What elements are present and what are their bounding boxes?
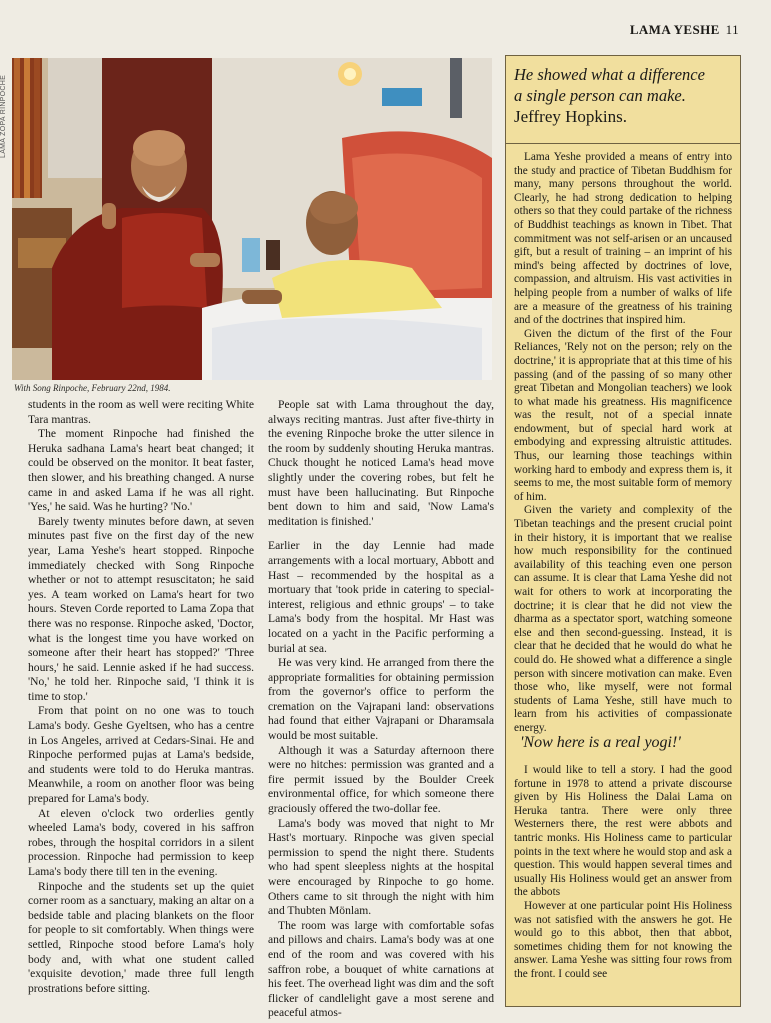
- sidebar-title-line-2: a single person can make.: [514, 86, 686, 105]
- sidebar-subheading: 'Now here is a real yogi!': [520, 734, 681, 751]
- column1-paragraph: Rinpoche and the students set up the quiet corner room as a sanctuary, making an altar on a bedside table and placing blankets on the floor for people to sit comfortably. When things were settled, Rinpoche stood before Lama's holy body and, with what one student called 'exquisite devotion,' made three full length prostrations before sitting.: [28, 879, 254, 995]
- photograph: [12, 58, 492, 380]
- sidebar-paragraph: Lama Yeshe provided a means of entry into the study and practice of Tibetan Buddhism for many, many persons throughout the world. Clearly, he had strong dedication to helping others so that they could partake of the richness of Buddhist teachings as known in Tibet. That commitment was not self-arisen or an uncaused gift, but a result of training – an imprint of his mind's being affected by doctrines of love, compassion, and altruism. His vast activities in helping people from a number of walks of life are a measure of the greatness of his training and of the doctrines that inspired him.: [514, 151, 732, 327]
- column1-paragraph: Barely twenty minutes before dawn, at seven minutes past five on the first day of the new year, Lama Yeshe's heart stopped. Rinpoche immediately checked with Song Rinpoche whether or not to attempt resuscitaton; he said yes. A team worked on Lama's heart for two hours. Steven Corde reported to Lama Zopa that there was no response. Rinpoche asked, 'Doctor, what is the longest time you have worked on someone after their heart has stopped?' 'Three hours,' he said. Lennie asked if he had success. 'No,' he told her. Rinpoche said, 'I think it is time to stop.': [28, 514, 254, 703]
- column2-paragraph: Earlier in the day Lennie had made arrangements with a local mortuary, Abbott and Hast – recommended by the hospital as a mortuary that 'took pride in catering to special-interest, religious and ethnic groups' – to take Lama's body from the hospital. Mr Hast was located on a yacht in the Pacific performing a burial at sea.: [268, 539, 494, 655]
- sidebar-body: [514, 151, 732, 736]
- photo-credit: LAMA ZOPA RINPOCHE: [0, 74, 7, 158]
- page-number: 11: [725, 22, 739, 37]
- column2-paragraph: He was very kind. He arranged from there the appropriate formalities for obtaining permission from the governor's office to perform the cremation on the Vajrapani land: observations had found that either Vajrapani or Dharamsala would be most suitable.: [268, 656, 494, 743]
- article-column-1: [28, 398, 254, 996]
- sidebar-author: Jeffrey Hopkins.: [514, 107, 627, 126]
- header-title: LAMA YESHE: [629, 22, 720, 37]
- sidebar-paragraph: Given the dictum of the first of the Four Reliances, 'Rely not on the person; rely on the doctrine,' it is appropriate that at this time of his passing (and of the passing of so many other great Tibetan and Mongolian teachers) we look to what made his greatness. His magnificence was the result, not of a special innate endowment, but of special hard work at embodying and expressing altruistic attitudes. Thus, our learning those teachings within working hard to embody and express them is, it seems to me, the most suitable form of memory of him.: [514, 327, 732, 503]
- sidebar-paragraph: Given the variety and complexity of the Tibetan teachings and the present crucial point in their history, it is important that we realise how much responsibility for the continued availability of this teaching even one person can assume. It is clear that Lama Yeshe did not wait for others to work at incorporating the doctrine; it is clear that he did not view the dharma as a spectator sport, watching someone else and then second-guessing. Instead, it is clear that he decided that he would do what he could do. He showed what a difference a single person with sincere motivation can make. Even those who, like myself, were not formal students of Lama Yeshe, still have much to learn from his activities of compassionate energy.: [514, 504, 732, 734]
- column2-paragraph: The room was large with comfortable sofas and pillows and chairs. Lama's body was at one end of the room and was covered with his saffron robe, a bouquet of white carnations at his feet. The overhead light was dim and the soft flicker of candlelight gave a most serene and peaceful atmos-: [268, 918, 494, 1020]
- sidebar-title-line-1: He showed what a difference: [514, 65, 705, 84]
- tribute-sidebar: [505, 55, 741, 1007]
- sidebar-heading: [514, 64, 734, 127]
- column1-paragraph: At eleven o'clock two orderlies gently wheeled Lama's body, covered in his saffron robes, through the hospital corridors in a silent procession. Rinpoche had permission to keep Lama's body there till ten in the evening.: [28, 806, 254, 878]
- sidebar-divider: [506, 143, 740, 144]
- column1-paragraph: students in the room as well were reciting White Tara mantras.: [28, 398, 254, 426]
- column1-paragraph: The moment Rinpoche had finished the Heruka sadhana Lama's heart beat changed; it could be observed on the monitor. It beat faster, then slower, and his breathing changed. A nurse came in and asked Lama if he was all right. 'Yes,' he said. Was he hurting? 'No.': [28, 427, 254, 514]
- running-header: [630, 22, 739, 38]
- sidebar-body-2: [514, 764, 732, 982]
- photo-caption: With Song Rinpoche, February 22nd, 1984.: [14, 383, 171, 393]
- column2-paragraph: People sat with Lama throughout the day, always reciting mantras. Just after five-thirty in the evening Rinpoche broke the utter silence in the room by suddenly shouting Heruka mantras. Chuck thought he noticed Lama's head move slightly under the covering robes, but felt he must have been hallucinating. But Rinpoche bent down to him and said, 'Now Lama's meditation is finished.': [268, 398, 494, 528]
- sidebar-paragraph: I would like to tell a story. I had the good fortune in 1978 to attend a private discourse given by His Holiness the Dalai Lama on Heruka tantra. There were only three Westerners there, the rest were abbots and tantric monks. His Holiness came to particular points in the text where he would stop and ask a question. This would happen several times and usually His Holiness would get an answer from the abbots: [514, 764, 732, 899]
- article-column-2: [268, 398, 494, 1021]
- column1-paragraph: From that point on no one was to touch Lama's body. Geshe Gyeltsen, who has a centre in Los Angeles, arrived at Cedars-Sinai. He and Rinpoche performed pujas at Lama's bedside, and students were told to do Heruka mantras. Meanwhile, a room on another floor was being prepared for Lama's body.: [28, 704, 254, 806]
- column2-paragraph: Lama's body was moved that night to Mr Hast's mortuary. Rinpoche was given special permission to spend the night there. Students who had spent sleepless nights at the hospital were encouraged by Rinpoche to go home. Others came to sit through the night with him and Thubten Mönlam.: [268, 816, 494, 918]
- column2-paragraph: Although it was a Saturday afternoon there were no hitches: permission was granted and a fire permit issued by the Boulder Creek environmental office, for which someone there graciously offered the two-dollar fee.: [268, 743, 494, 816]
- sidebar-paragraph: However at one particular point His Holiness was not satisfied with the answers he got. He would go to this abbot, then that abbot, sometimes chiding them for not knowing the answer. Lama Yeshe was sitting four rows from the front. I could see: [514, 899, 732, 980]
- photo-illustration: [12, 58, 492, 380]
